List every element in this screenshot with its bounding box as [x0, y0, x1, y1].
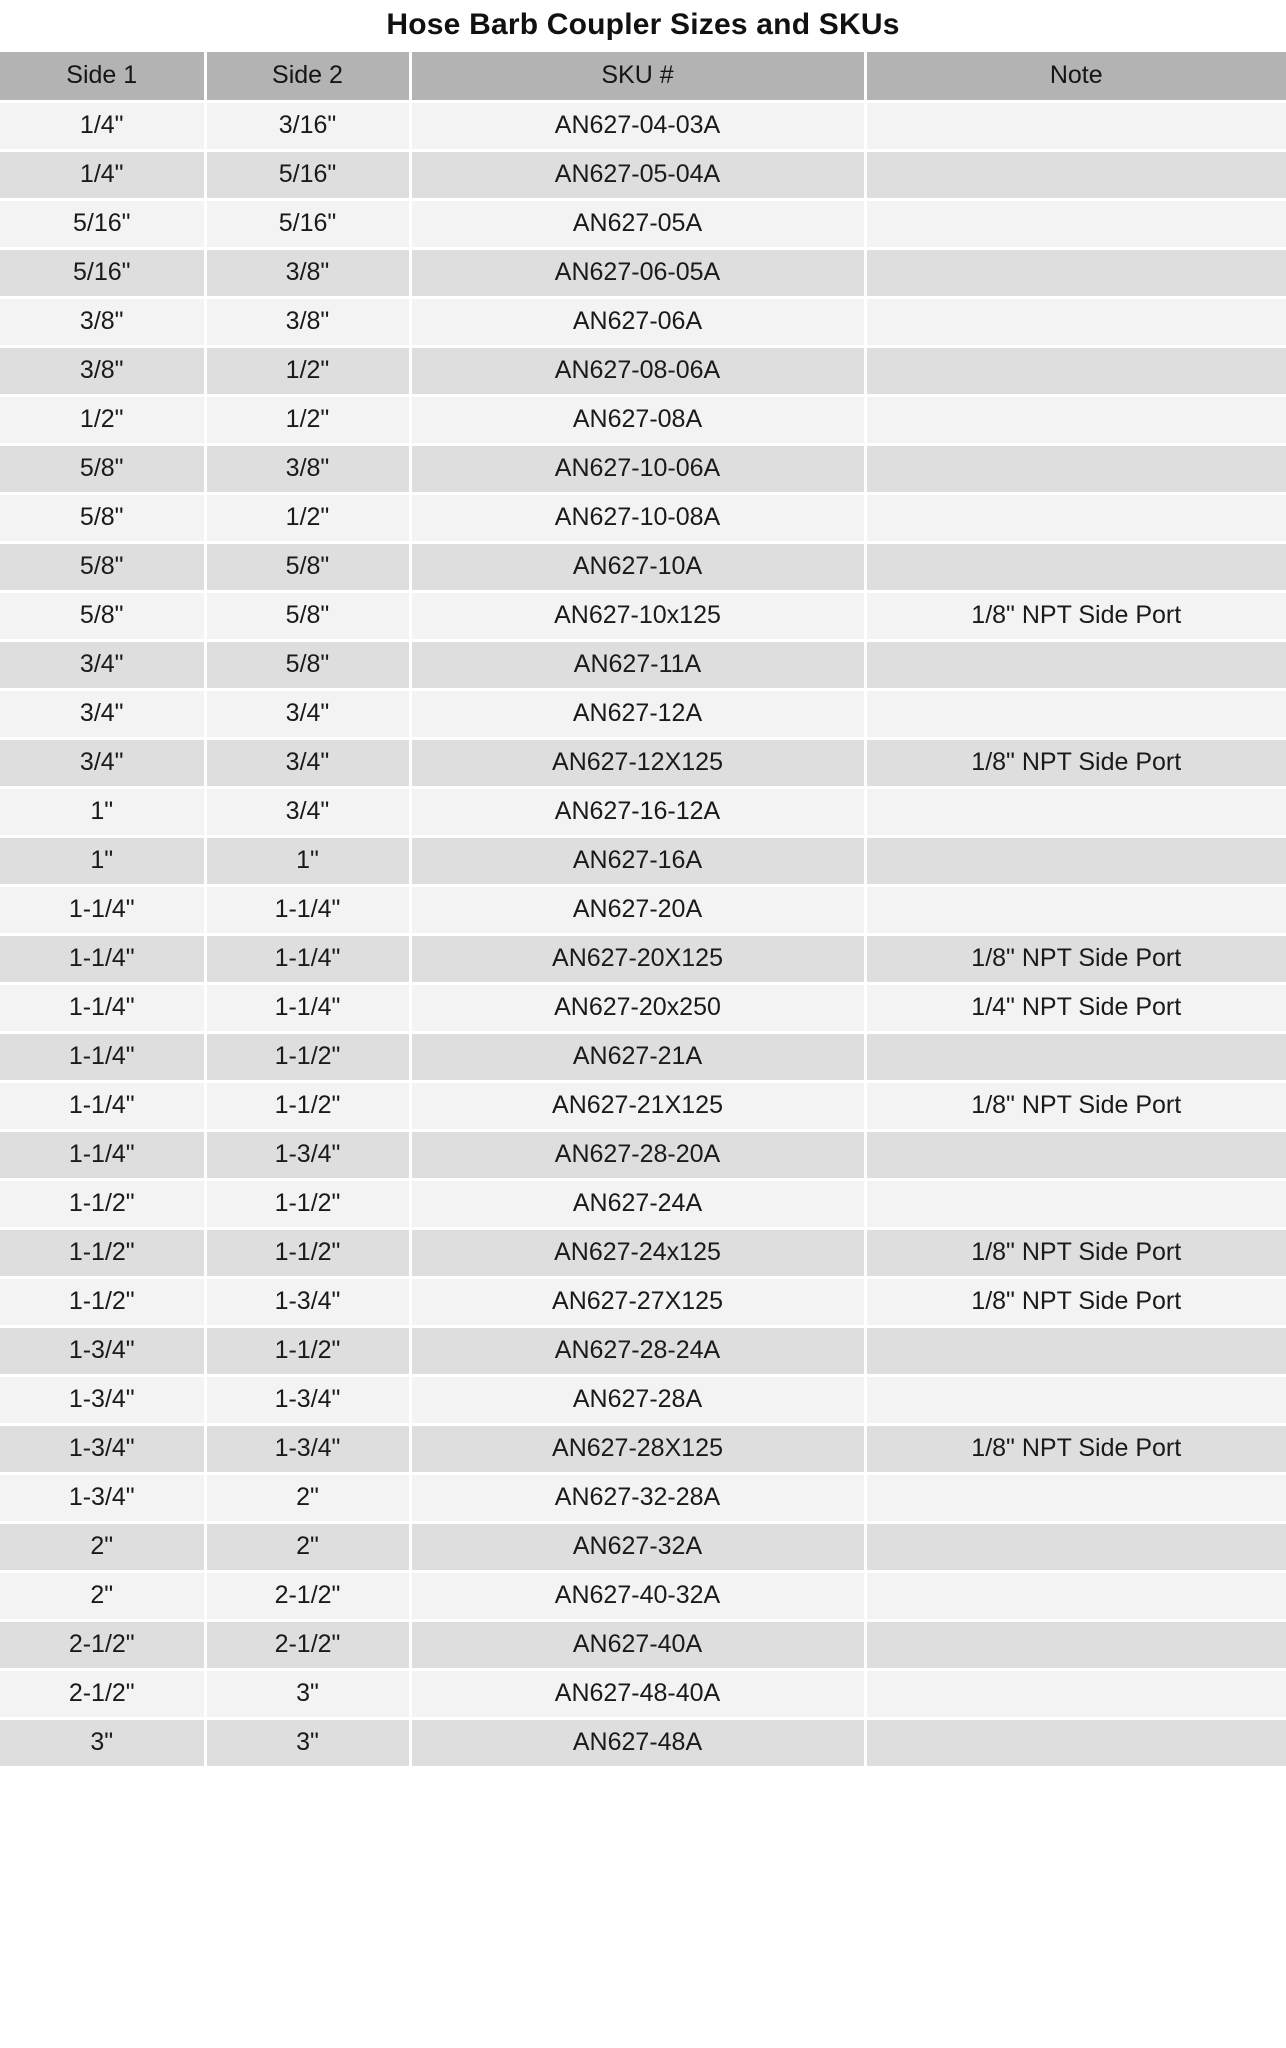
table-row [0, 200, 1286, 249]
table-row [0, 1572, 1286, 1621]
column-header-side-1: Side 1 [0, 52, 205, 102]
cell-side-2: 2" [205, 1474, 410, 1523]
table-row [0, 151, 1286, 200]
cell-sku: AN627-20A [410, 886, 865, 935]
cell-note [865, 1572, 1286, 1621]
cell-side-2: 3/8" [205, 298, 410, 347]
cell-note [865, 1621, 1286, 1670]
cell-note: 1/8" NPT Side Port [865, 1082, 1286, 1131]
table-row [0, 1474, 1286, 1523]
cell-side-2: 1-1/2" [205, 1082, 410, 1131]
table-header-row [0, 52, 1286, 102]
cell-side-1: 2" [0, 1523, 205, 1572]
cell-sku: AN627-06A [410, 298, 865, 347]
cell-note [865, 1523, 1286, 1572]
cell-side-1: 1" [0, 788, 205, 837]
cell-side-1: 1-3/4" [0, 1327, 205, 1376]
cell-note [865, 1033, 1286, 1082]
cell-note: 1/8" NPT Side Port [865, 935, 1286, 984]
sku-table [0, 52, 1286, 1769]
cell-note [865, 298, 1286, 347]
cell-side-1: 1-1/4" [0, 935, 205, 984]
table-row [0, 347, 1286, 396]
cell-note [865, 1719, 1286, 1768]
cell-side-1: 3/8" [0, 347, 205, 396]
cell-note: 1/8" NPT Side Port [865, 1278, 1286, 1327]
cell-side-1: 1" [0, 837, 205, 886]
cell-note [865, 1131, 1286, 1180]
cell-note [865, 249, 1286, 298]
cell-sku: AN627-10-06A [410, 445, 865, 494]
cell-note [865, 690, 1286, 739]
table-row [0, 396, 1286, 445]
table-row [0, 1180, 1286, 1229]
cell-note: 1/8" NPT Side Port [865, 1425, 1286, 1474]
cell-side-1: 1-1/4" [0, 1033, 205, 1082]
cell-side-2: 1/2" [205, 347, 410, 396]
cell-side-2: 2-1/2" [205, 1572, 410, 1621]
cell-side-1: 3" [0, 1719, 205, 1768]
table-row [0, 886, 1286, 935]
table-row [0, 641, 1286, 690]
cell-sku: AN627-05-04A [410, 151, 865, 200]
table-row [0, 1278, 1286, 1327]
table-row [0, 935, 1286, 984]
cell-side-2: 1-3/4" [205, 1376, 410, 1425]
cell-side-2: 1-1/4" [205, 984, 410, 1033]
cell-side-1: 1/2" [0, 396, 205, 445]
cell-side-2: 3/4" [205, 788, 410, 837]
cell-sku: AN627-48A [410, 1719, 865, 1768]
table-row [0, 1670, 1286, 1719]
table-row [0, 1131, 1286, 1180]
cell-side-1: 3/4" [0, 739, 205, 788]
cell-sku: AN627-27X125 [410, 1278, 865, 1327]
cell-side-1: 1-1/4" [0, 1131, 205, 1180]
cell-sku: AN627-16-12A [410, 788, 865, 837]
cell-note [865, 151, 1286, 200]
cell-sku: AN627-28-20A [410, 1131, 865, 1180]
cell-side-1: 2-1/2" [0, 1621, 205, 1670]
cell-note [865, 200, 1286, 249]
cell-sku: AN627-11A [410, 641, 865, 690]
cell-side-1: 2-1/2" [0, 1670, 205, 1719]
cell-sku: AN627-28X125 [410, 1425, 865, 1474]
table-row [0, 298, 1286, 347]
cell-side-2: 1-1/2" [205, 1033, 410, 1082]
cell-side-2: 5/16" [205, 200, 410, 249]
cell-note [865, 102, 1286, 151]
table-row [0, 445, 1286, 494]
table-row [0, 837, 1286, 886]
cell-side-2: 2" [205, 1523, 410, 1572]
cell-note [865, 1180, 1286, 1229]
cell-sku: AN627-20x250 [410, 984, 865, 1033]
cell-side-1: 1-1/4" [0, 886, 205, 935]
cell-sku: AN627-40A [410, 1621, 865, 1670]
table-row [0, 592, 1286, 641]
cell-side-2: 3/8" [205, 249, 410, 298]
cell-note: 1/8" NPT Side Port [865, 592, 1286, 641]
table-body [0, 102, 1286, 1768]
cell-sku: AN627-32A [410, 1523, 865, 1572]
cell-side-1: 5/8" [0, 592, 205, 641]
cell-side-2: 3/4" [205, 739, 410, 788]
table-row [0, 494, 1286, 543]
table-row [0, 102, 1286, 151]
cell-sku: AN627-24x125 [410, 1229, 865, 1278]
cell-side-2: 3/8" [205, 445, 410, 494]
table-row [0, 1376, 1286, 1425]
table-row [0, 788, 1286, 837]
cell-side-2: 1-3/4" [205, 1131, 410, 1180]
cell-sku: AN627-05A [410, 200, 865, 249]
page-title: Hose Barb Coupler Sizes and SKUs [386, 8, 900, 41]
cell-sku: AN627-08-06A [410, 347, 865, 396]
cell-side-2: 2-1/2" [205, 1621, 410, 1670]
cell-side-1: 1-1/4" [0, 984, 205, 1033]
cell-side-2: 5/16" [205, 151, 410, 200]
cell-side-2: 1-3/4" [205, 1425, 410, 1474]
cell-note [865, 837, 1286, 886]
cell-sku: AN627-48-40A [410, 1670, 865, 1719]
cell-side-1: 5/16" [0, 200, 205, 249]
cell-note [865, 1670, 1286, 1719]
cell-sku: AN627-21X125 [410, 1082, 865, 1131]
cell-side-2: 1/2" [205, 494, 410, 543]
cell-side-2: 1-1/2" [205, 1229, 410, 1278]
cell-side-2: 5/8" [205, 592, 410, 641]
cell-side-1: 1-3/4" [0, 1376, 205, 1425]
cell-sku: AN627-10A [410, 543, 865, 592]
cell-side-2: 3/16" [205, 102, 410, 151]
cell-sku: AN627-10-08A [410, 494, 865, 543]
cell-side-1: 5/8" [0, 494, 205, 543]
table-row [0, 690, 1286, 739]
cell-side-1: 3/4" [0, 690, 205, 739]
table-row [0, 1621, 1286, 1670]
cell-side-1: 5/8" [0, 543, 205, 592]
cell-side-1: 1-1/2" [0, 1278, 205, 1327]
column-header-note: Note [865, 52, 1286, 102]
cell-note: 1/8" NPT Side Port [865, 1229, 1286, 1278]
cell-sku: AN627-08A [410, 396, 865, 445]
cell-sku: AN627-28A [410, 1376, 865, 1425]
cell-side-1: 3/4" [0, 641, 205, 690]
column-header-sku: SKU # [410, 52, 865, 102]
column-header-side-2: Side 2 [205, 52, 410, 102]
cell-side-2: 1-1/2" [205, 1327, 410, 1376]
table-row [0, 1719, 1286, 1768]
cell-note [865, 396, 1286, 445]
cell-side-2: 1/2" [205, 396, 410, 445]
table-row [0, 1229, 1286, 1278]
cell-note [865, 494, 1286, 543]
table-row [0, 1033, 1286, 1082]
cell-sku: AN627-16A [410, 837, 865, 886]
table-header [0, 52, 1286, 102]
cell-note: 1/4" NPT Side Port [865, 984, 1286, 1033]
cell-side-1: 1-3/4" [0, 1425, 205, 1474]
cell-side-1: 2" [0, 1572, 205, 1621]
cell-sku: AN627-21A [410, 1033, 865, 1082]
cell-sku: AN627-32-28A [410, 1474, 865, 1523]
cell-side-1: 5/16" [0, 249, 205, 298]
cell-side-2: 1" [205, 837, 410, 886]
cell-side-1: 1-1/4" [0, 1082, 205, 1131]
cell-side-2: 3" [205, 1719, 410, 1768]
cell-side-1: 1-1/2" [0, 1229, 205, 1278]
table-row [0, 1523, 1286, 1572]
cell-note: 1/8" NPT Side Port [865, 739, 1286, 788]
cell-side-1: 1/4" [0, 102, 205, 151]
table-row [0, 543, 1286, 592]
cell-side-2: 3" [205, 1670, 410, 1719]
cell-side-2: 3/4" [205, 690, 410, 739]
cell-side-1: 1-3/4" [0, 1474, 205, 1523]
cell-sku: AN627-12A [410, 690, 865, 739]
table-row [0, 1327, 1286, 1376]
cell-side-2: 1-1/4" [205, 886, 410, 935]
cell-side-2: 5/8" [205, 543, 410, 592]
cell-note [865, 543, 1286, 592]
cell-sku: AN627-04-03A [410, 102, 865, 151]
cell-side-2: 1-3/4" [205, 1278, 410, 1327]
cell-side-1: 1/4" [0, 151, 205, 200]
table-row [0, 1425, 1286, 1474]
cell-note [865, 641, 1286, 690]
cell-sku: AN627-06-05A [410, 249, 865, 298]
cell-side-2: 1-1/2" [205, 1180, 410, 1229]
cell-note [865, 1474, 1286, 1523]
cell-note [865, 445, 1286, 494]
cell-note [865, 788, 1286, 837]
cell-sku: AN627-40-32A [410, 1572, 865, 1621]
table-row [0, 739, 1286, 788]
cell-note [865, 347, 1286, 396]
table-row [0, 249, 1286, 298]
cell-sku: AN627-10x125 [410, 592, 865, 641]
cell-note [865, 886, 1286, 935]
cell-side-1: 5/8" [0, 445, 205, 494]
cell-sku: AN627-28-24A [410, 1327, 865, 1376]
cell-sku: AN627-20X125 [410, 935, 865, 984]
cell-sku: AN627-12X125 [410, 739, 865, 788]
table-row [0, 984, 1286, 1033]
cell-side-2: 5/8" [205, 641, 410, 690]
cell-side-2: 1-1/4" [205, 935, 410, 984]
cell-side-1: 1-1/2" [0, 1180, 205, 1229]
table-row [0, 1082, 1286, 1131]
cell-note [865, 1376, 1286, 1425]
cell-sku: AN627-24A [410, 1180, 865, 1229]
cell-note [865, 1327, 1286, 1376]
cell-side-1: 3/8" [0, 298, 205, 347]
